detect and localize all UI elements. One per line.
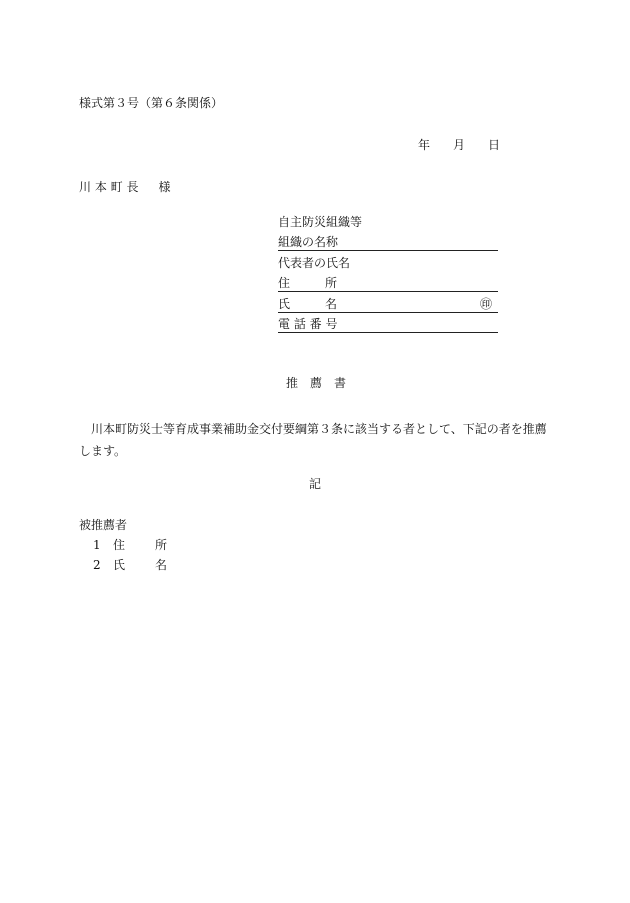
nominee-item-label-1: 住	[113, 538, 126, 552]
nominee-item-name	[93, 559, 167, 571]
applicant-phone-row	[278, 316, 498, 333]
date-month: 月	[453, 138, 466, 152]
seal-mark: ㊞	[479, 297, 492, 311]
document-title-3: 書	[334, 376, 347, 390]
applicant-name-row	[278, 296, 498, 313]
applicant-org-name-row	[278, 234, 498, 251]
nominee-item-number: 2	[93, 558, 101, 572]
addressee-honorific: 様	[158, 180, 171, 194]
document-title	[286, 377, 346, 389]
applicant-name-label-2: 名	[325, 297, 338, 311]
nominee-item-label-1: 氏	[113, 558, 126, 572]
addressee-name: 川 本 町 長	[79, 180, 139, 194]
applicant-address-label-1: 住	[278, 276, 291, 290]
date-line	[418, 139, 500, 151]
document-body: 川本町防災士等育成事業補助金交付要綱第３条に該当する者として、下記の者を推薦します。	[79, 422, 547, 458]
applicant-name-label-1: 氏	[278, 297, 291, 311]
applicant-representative-label: 代表者の氏名	[278, 256, 351, 270]
nominee-item-address	[93, 539, 167, 551]
document-title-2: 薦	[310, 376, 323, 390]
applicant-org-name-label: 組織の名称	[278, 235, 339, 249]
ki-marker: 記	[309, 477, 322, 491]
applicant-org-type-row	[278, 214, 498, 230]
nominee-item-number: 1	[93, 538, 101, 552]
applicant-phone-label: 電 話 番 号	[278, 317, 338, 331]
date-day: 日	[488, 138, 501, 152]
applicant-address-label-2: 所	[325, 276, 338, 290]
applicant-representative-row	[278, 255, 498, 271]
date-year: 年	[418, 138, 431, 152]
form-number: 様式第３号（第６条関係）	[79, 96, 224, 110]
applicant-address-row	[278, 275, 498, 292]
document-title-1: 推	[286, 376, 299, 390]
nominee-item-label-2: 所	[155, 538, 168, 552]
nominee-item-label-2: 名	[155, 558, 168, 572]
nominee-heading: 被推薦者	[79, 518, 128, 532]
applicant-org-type: 自主防災組織等	[278, 215, 363, 229]
addressee	[79, 181, 170, 193]
